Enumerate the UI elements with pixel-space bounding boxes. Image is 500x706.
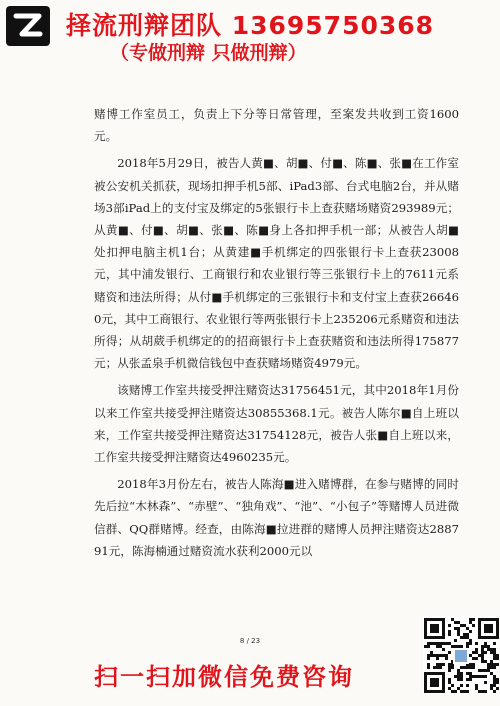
paragraph-1: 赌博工作室员工，负责上下分等日常管理，至案发共收到工资1600元。 xyxy=(94,107,459,144)
qr-code-icon[interactable] xyxy=(423,616,499,694)
banner-title: 择流刑辩团队 13695750368 xyxy=(66,11,435,40)
paragraph-2: 2018年5月29日，被告人黄■、胡■、付■、陈■、张■在工作室被公安机关抓获，现场扣押手机5部、iPad3部、台式电脑2台，并从赌场3部iPad上的支付宝及绑定的5张银行卡上查获赌场赌资293989元；从黄■、付■、胡■、张■、陈■身上各扣押手机一部；从被告人胡■处扣押电脑主机1台；从黄建■手机绑定的四张银行卡上查获23008元，其中浦发银行、工商银行和农业银行等三张银行卡上的7611元系赌资和违法所得；从付■手机绑定的三张银行卡和支付宝上查获266460元，其中工商银行、农业银行等两张银行卡上235206元系赌资和违法所得；从胡葳手机绑定的的招商银行卡上查获赌资和违法所得175877元；从张孟泉手机微信钱包中查获赌场赌资4979元。 xyxy=(94,156,459,371)
page-number: 8 / 23 xyxy=(239,637,261,645)
paragraph-4: 2018年3月份左右，被告人陈海■进入赌博群，在参与赌博的同时先后拉“木林森”、“赤壁”、“独角戏”、“池”、“小包子”等赌博人员进微信群、QQ群赌博。经查，由陈海■拉进群的赌博人员押注赌资达288791元，陈海楠通过赌资流水获利2000元以 xyxy=(94,477,459,558)
banner-subtitle: （专做刑辩 只做刑辩） xyxy=(110,42,307,64)
paragraph-3: 该赌博工作室共接受押注赌资达31756451元，其中2018年1月份以来工作室共接受押注赌资达30855368.1元。被告人陈尔■自上班以来，工作室共接受押注赌资达31754128元，被告人张■自上班以来，工作室共接受押注赌资达4960235元。 xyxy=(94,383,459,465)
document-body xyxy=(94,103,459,567)
z-logo-icon xyxy=(6,6,50,46)
footer-cta: 扫一扫加微信免费咨询 xyxy=(94,663,354,691)
